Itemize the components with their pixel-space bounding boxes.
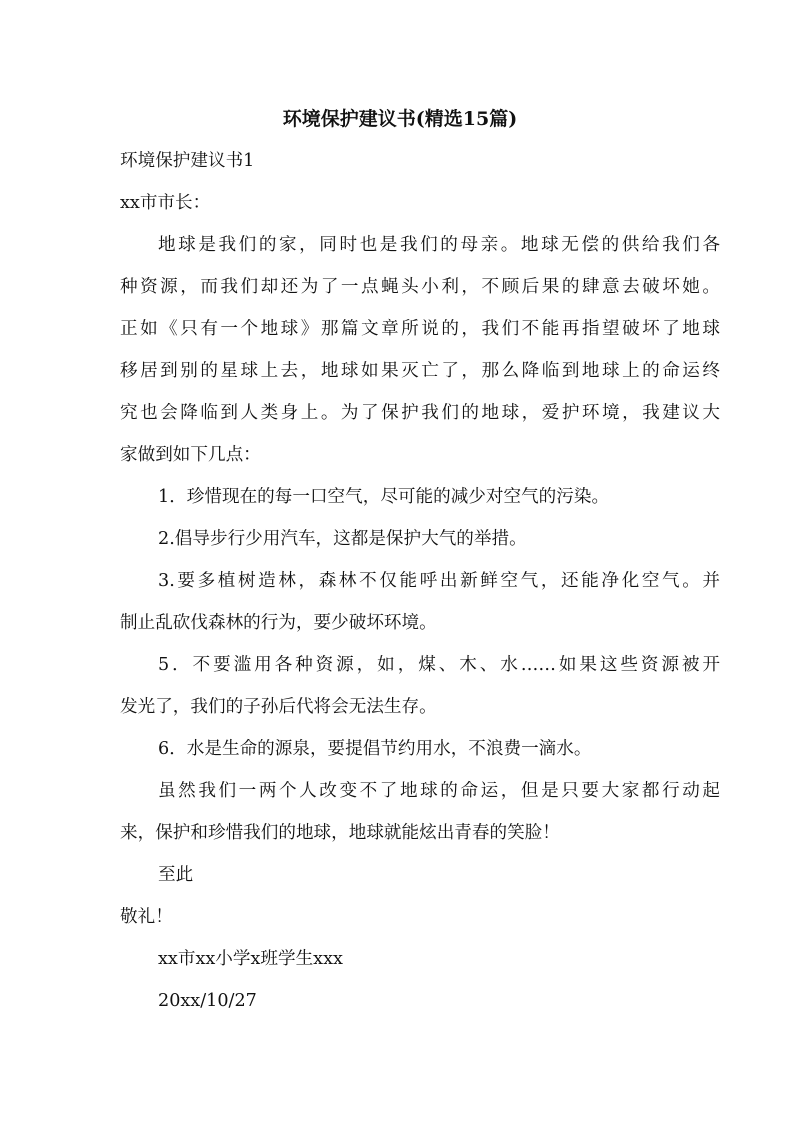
intro-line-1: 地球是我们的家，同时也是我们的母亲。地球无偿的供给我们各 (158, 235, 720, 255)
signature: xx市xx小学x班学生xxx (158, 949, 343, 969)
closing-line-2: 来，保护和珍惜我们的地球，地球就能炫出青春的笑脸！ (120, 823, 560, 843)
greeting-jingli: 敬礼！ (120, 907, 173, 927)
intro-line-6: 家做到如下几点： (120, 445, 261, 465)
closing-line-1: 虽然我们一两个人改变不了地球的命运，但是只要大家都行动起 (158, 781, 720, 801)
subtitle: 环境保护建议书1 (120, 151, 255, 171)
greeting-zhici: 至此 (158, 865, 194, 885)
intro-line-2: 种资源，而我们却还为了一点蝇头小利，不顾后果的肆意去破坏她。 (120, 277, 720, 297)
document-title: 环境保护建议书(精选15篇) (282, 108, 518, 130)
list-item-5-line-1: 5．不要滥用各种资源，如，煤、木、水……如果这些资源被开 (158, 655, 720, 675)
list-item-6: 6．水是生命的源泉，要提倡节约用水，不浪费一滴水。 (158, 739, 592, 759)
list-item-1: 1．珍惜现在的每一口空气，尽可能的减少对空气的污染。 (158, 487, 610, 507)
list-item-3-line-2: 制止乱砍伐森林的行为，要少破坏环境。 (120, 613, 437, 633)
intro-line-3: 正如《只有一个地球》那篇文章所说的，我们不能再指望破坏了地球 (120, 319, 720, 339)
list-item-3-line-1: 3.要多植树造林，森林不仅能呼出新鲜空气，还能净化空气。并 (158, 571, 720, 591)
intro-line-4: 移居到别的星球上去，地球如果灭亡了，那么降临到地球上的命运终 (120, 361, 720, 381)
intro-line-5: 究也会降临到人类身上。为了保护我们的地球，爱护环境，我建议大 (120, 403, 720, 423)
date: 20xx/10/27 (158, 991, 257, 1011)
salutation: xx市市长： (120, 193, 211, 213)
list-item-2: 2.倡导步行少用汽车，这都是保护大气的举措。 (158, 529, 527, 549)
list-item-5-line-2: 发光了，我们的子孙后代将会无法生存。 (120, 697, 437, 717)
